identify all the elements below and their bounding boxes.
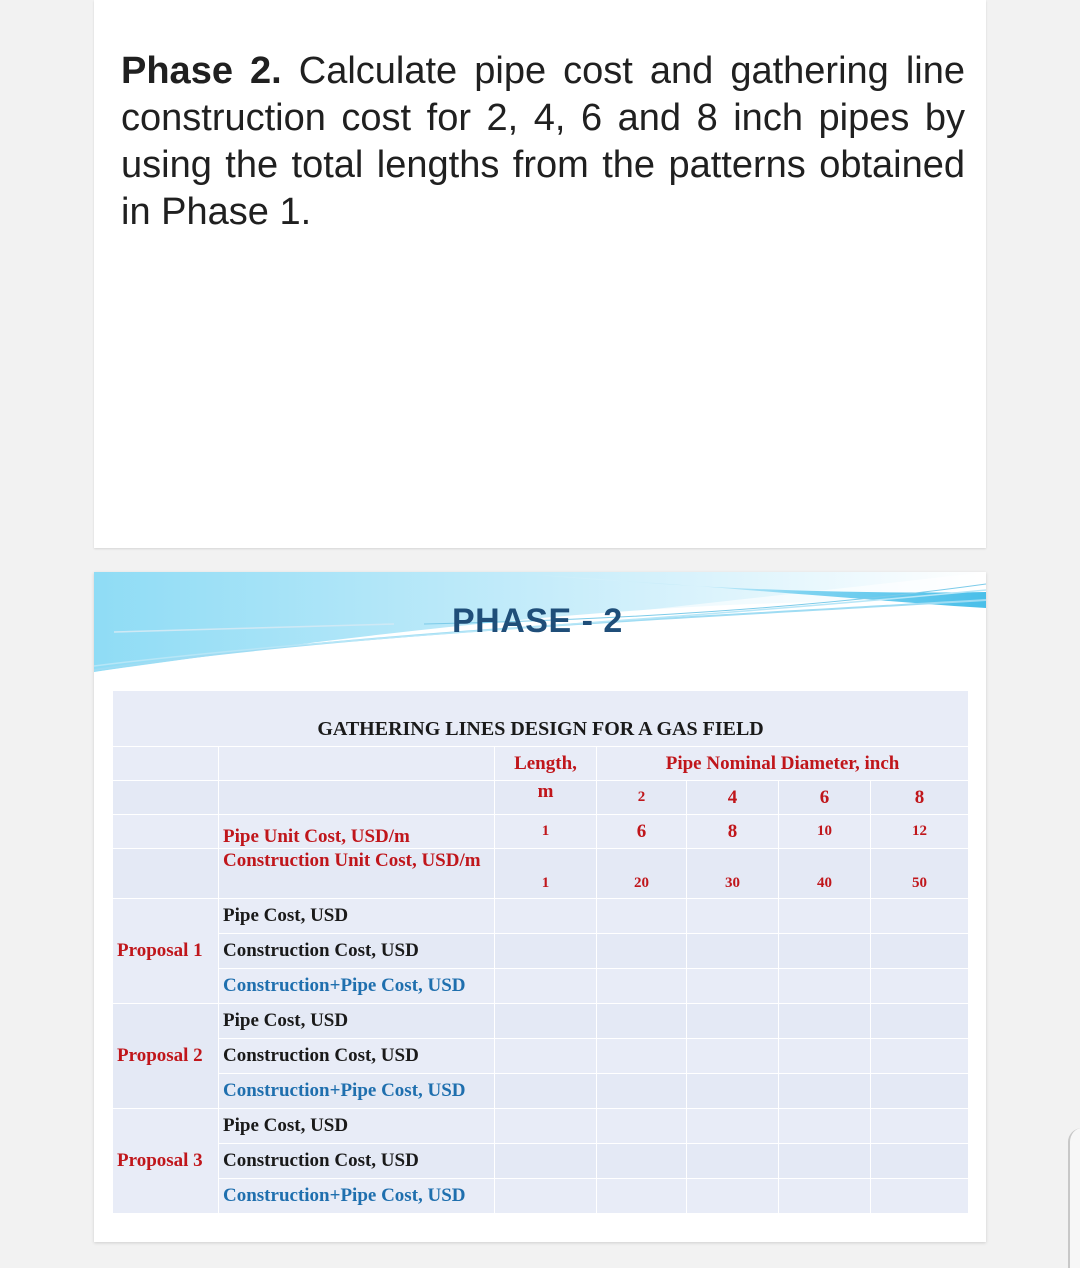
- slide-title: PHASE - 2: [452, 602, 623, 640]
- construction-unit-cost-2: 20: [597, 849, 687, 899]
- header-row: [113, 747, 969, 781]
- proposal-3-label: Proposal 3: [113, 1109, 219, 1214]
- question-text: [121, 48, 965, 236]
- pipe-unit-cost-label: Pipe Unit Cost, USD/m: [219, 815, 495, 849]
- construction-unit-cost-length: 1: [495, 849, 597, 899]
- diameter-2: 2: [597, 781, 687, 815]
- diameter-4: 4: [687, 781, 779, 815]
- proposal-3-construction-row: [113, 1144, 969, 1179]
- construction-unit-cost-label: Construction Unit Cost, USD/m: [219, 849, 495, 899]
- design-table-container: [112, 690, 968, 1212]
- proposal-1-construction-row: [113, 934, 969, 969]
- proposal-3-total-row: [113, 1179, 969, 1214]
- construction-unit-cost-row: [113, 849, 969, 899]
- table-title-row: [113, 691, 969, 747]
- table-title: GATHERING LINES DESIGN FOR A GAS FIELD: [113, 691, 969, 747]
- question-card: [94, 0, 986, 548]
- length-unit: m: [495, 781, 597, 815]
- pipe-unit-cost-2: 6: [597, 815, 687, 849]
- slide-card: [94, 572, 986, 1242]
- diameter-8: 8: [871, 781, 969, 815]
- question-body: Calculate pipe cost and gathering line construction cost for 2, 4, 6 and 8 inch pipes by using the total lengths from the patterns obtained in Phase 1.: [121, 50, 965, 233]
- proposal-1-pipe-cost-label: Pipe Cost, USD: [219, 899, 495, 934]
- proposal-3-total-cost-label: Construction+Pipe Cost, USD: [219, 1179, 495, 1214]
- question-lead: Phase 2.: [121, 50, 282, 92]
- diameter-6: 6: [779, 781, 871, 815]
- proposal-2-pipe-row: [113, 1004, 969, 1039]
- proposal-1-construction-cost-label: Construction Cost, USD: [219, 934, 495, 969]
- diameter-header: Pipe Nominal Diameter, inch: [597, 747, 969, 781]
- design-table: [112, 690, 969, 1214]
- pipe-unit-cost-4: 8: [687, 815, 779, 849]
- slide-banner: [94, 572, 986, 672]
- proposal-2-total-row: [113, 1074, 969, 1109]
- proposal-1-label: Proposal 1: [113, 899, 219, 1004]
- proposal-1-pipe-row: [113, 899, 969, 934]
- scroll-edge[interactable]: [1068, 1128, 1080, 1268]
- proposal-2-construction-cost-label: Construction Cost, USD: [219, 1039, 495, 1074]
- proposal-3-pipe-cost-label: Pipe Cost, USD: [219, 1109, 495, 1144]
- construction-unit-cost-6: 40: [779, 849, 871, 899]
- proposal-1-total-row: [113, 969, 969, 1004]
- length-header: Length,: [495, 747, 597, 781]
- proposal-2-construction-row: [113, 1039, 969, 1074]
- proposal-2-total-cost-label: Construction+Pipe Cost, USD: [219, 1074, 495, 1109]
- proposal-1-total-cost-label: Construction+Pipe Cost, USD: [219, 969, 495, 1004]
- pipe-unit-cost-length: 1: [495, 815, 597, 849]
- pipe-unit-cost-8: 12: [871, 815, 969, 849]
- pipe-unit-cost-6: 10: [779, 815, 871, 849]
- construction-unit-cost-4: 30: [687, 849, 779, 899]
- proposal-3-pipe-row: [113, 1109, 969, 1144]
- pipe-unit-cost-row: [113, 815, 969, 849]
- construction-unit-cost-8: 50: [871, 849, 969, 899]
- proposal-2-label: Proposal 2: [113, 1004, 219, 1109]
- proposal-2-pipe-cost-label: Pipe Cost, USD: [219, 1004, 495, 1039]
- proposal-3-construction-cost-label: Construction Cost, USD: [219, 1144, 495, 1179]
- diameter-row: [113, 781, 969, 815]
